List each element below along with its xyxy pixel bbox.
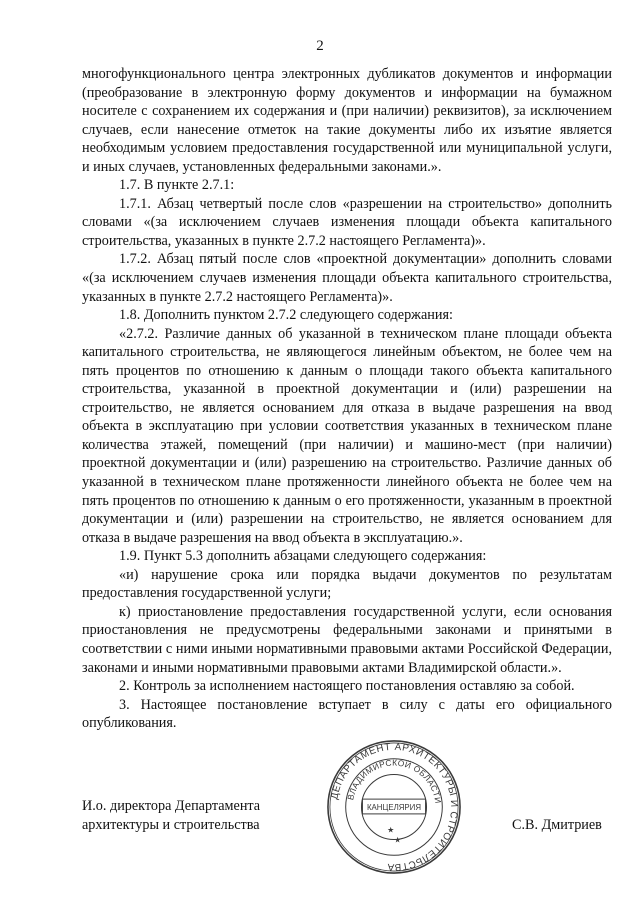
stamp-outer-text: ДЕПАРТАМЕНТ АРХИТЕКТУРЫ И СТРОИТЕЛЬСТВА — [329, 741, 460, 873]
paragraph: 1.8. Дополнить пунктом 2.7.2 следующего содержания: — [119, 307, 453, 324]
paragraph: «2.7.2. Различие данных об указанной в техническом плане площади объекта капитального строительства, не являющегося линейным объектом, не более чем на пять процентов по отношению к данным о площади такого объекта капитального строительства, указанной в проектной документации и (или) разрешении на строительство, не является основанием для отказа в выдаче разрешения на ввод объекта в эксплуатацию при условии соответствия указанных в техническом плане количества этажей, помещений (при наличии) и машино-мест (при наличии) проектной документации и (или) разрешению на строительство. Различие данных об указанной в техническом плане протяженности линейного объекта не более чем на пять процентов по отношению к данным о его протяженности, указанным в проектной документации и (или) разрешении на строительство, не является основанием для отказа в выдаче разрешения на ввод объекта в эксплуатацию.». — [82, 325, 612, 546]
signature-name: С.В. Дмитриев — [512, 817, 602, 833]
official-stamp — [325, 738, 463, 876]
signature-position — [82, 797, 260, 834]
stamp-center-text: КАНЦЕЛЯРИЯ — [366, 802, 422, 812]
paragraph: 1.9. Пункт 5.3 дополнить абзацами следующего содержания: — [119, 548, 487, 565]
paragraph: 3. Настоящее постановление вступает в силу с даты его официального опубликования. — [82, 696, 612, 732]
document-body — [82, 65, 612, 733]
page-number: 2 — [316, 38, 324, 54]
paragraph: к) приостановление предоставления государственной услуги, если основания приостановления не предусмотрены федеральными законами и принятыми в соответствии с ними иными нормативными правовыми актами Российской Федерации, законами и иными нормативными правовыми актами Владимирской области.». — [82, 603, 612, 676]
paragraph: 1.7.2. Абзац пятый после слов «проектной документации» дополнить словами «(за исключением случаев изменения площади объекта капитального строительства, указанных в пункте 2.7.2 настоящего Регламента)». — [82, 251, 612, 305]
paragraph: 1.7.1. Абзац четвертый после слов «разрешении на строительство» дополнить словами «(за исключением случаев изменения площади объекта капитального строительства, указанных в пункте 2.7.2 настоящего Регламента)». — [82, 195, 612, 249]
signature-position-line2: архитектуры и строительства — [82, 816, 260, 833]
paragraph: 2. Контроль за исполнением настоящего постановления оставляю за собой. — [119, 678, 575, 695]
stamp-star-icon: ★ — [387, 825, 395, 835]
signature-position-line1: И.о. директора Департамента — [82, 798, 261, 814]
paragraph: многофункционального центра электронных дубликатов документов и информации (преобразование в электронную форму документов и информации на бумажном носителе с сохранением их содержания и (при наличии) реквизитов), за исключением случаев, если нанесение отметок на такие документы либо их изъятие является необходимым условием предоставления государственной или муниципальной услуги, и иных случаев, установленных федеральными законами.». — [82, 66, 612, 175]
paragraph: «и) нарушение срока или порядка выдачи документов по результатам предоставления государственной услуги; — [82, 566, 612, 602]
stamp-star-icon: ★ — [394, 835, 402, 845]
stamp-inner-text: ВЛАДИМИРСКОЙ ОБЛАСТИ — [345, 757, 444, 805]
paragraph: 1.7. В пункте 2.7.1: — [119, 177, 235, 194]
